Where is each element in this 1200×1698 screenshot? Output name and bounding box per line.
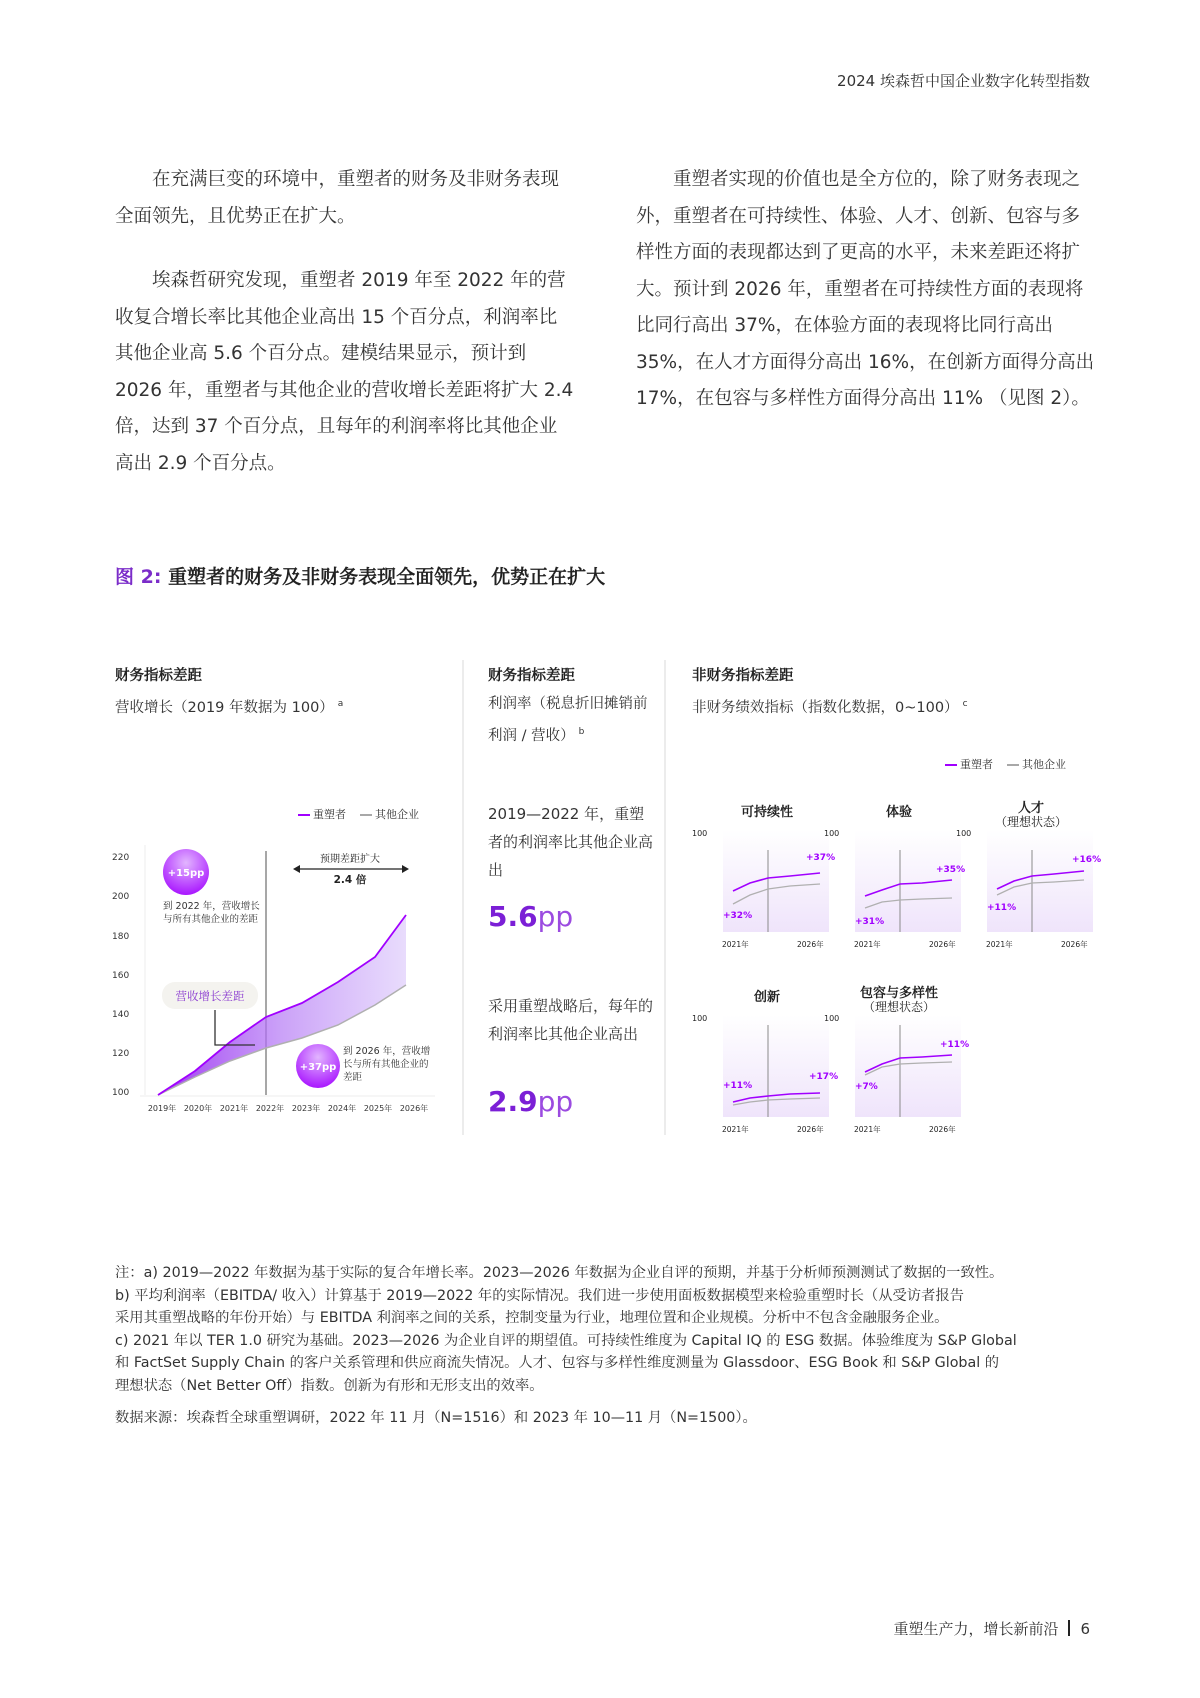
revenue-growth-chart (110, 845, 460, 1125)
svg-text:2023年: 2023年 (291, 1104, 321, 1113)
svg-text:2026年: 2026年 (399, 1104, 429, 1113)
footnote-mark: b (578, 727, 585, 737)
svg-text:+31%: +31% (855, 917, 885, 927)
svg-text:+16%: +16% (1072, 855, 1102, 865)
nonfinancial-panel-header (692, 662, 968, 722)
legend-swatch-icon (1007, 764, 1019, 766)
chart-sustainability (692, 804, 835, 949)
legend-item-others: 其他企业 (1007, 756, 1066, 772)
body-column-left (115, 162, 575, 510)
svg-text:120: 120 (112, 1049, 130, 1059)
margin-stat2-text: 采用重塑战略后，每年的利润率比其他企业高出 (488, 997, 654, 1043)
panel-heading: 财务指标差距 (488, 668, 575, 684)
svg-text:2026年: 2026年 (929, 1125, 956, 1134)
note-2026: 到 2026 年，营收增长与所有其他企业的差距 (343, 1046, 431, 1083)
svg-text:体验: 体验 (885, 805, 913, 820)
paragraph: 重塑者实现的价值也是全方位的，除了财务表现之外，重塑者在可持续性、体验、人才、创新、包容与多样性方面的表现都达到了更高的水平，未来差距还将扩大。预计到 2026 年，重塑者在可持续性方面的表现将比同行高出 37%，在体验方面的表现将比同行高出 35%，在人才方面得分高出 16%，在创新方面得分高出 17%，在包容与多样性方面得分高出 11% （见图 2）。 (636, 169, 1095, 409)
svg-text:100: 100 (956, 829, 972, 838)
revenue-panel-header (115, 662, 343, 722)
body-column-right (636, 162, 1096, 446)
svg-text:+11%: +11% (723, 1081, 753, 1091)
footnote-mark: a (337, 699, 344, 709)
legend-swatch-icon (298, 814, 310, 816)
svg-text:（理想状态）: （理想状态） (994, 815, 1068, 829)
note-line: c) 2021 年以 TER 1.0 研究为基础。2023—2026 为企业自评的期望值。可持续性维度为 Capital IQ 的 ESG 数据。体验维度为 S&P Global (115, 1332, 1017, 1349)
data-source: 数据来源：埃森哲全球重塑调研，2022 年 11 月（N=1516）和 2023 年 10—11 月（N=1500）。 (115, 1410, 757, 1426)
figure-caption: 重塑者的财务及非财务表现全面领先，优势正在扩大 (168, 566, 606, 588)
panel-heading: 财务指标差距 (115, 668, 202, 684)
svg-text:2021年: 2021年 (854, 1125, 881, 1134)
margin-stat2-value: 2.9pp (488, 1085, 574, 1118)
svg-text:100: 100 (692, 829, 708, 838)
panel-heading: 非财务指标差距 (692, 668, 794, 684)
svg-text:180: 180 (112, 932, 130, 942)
note-line: b) 平均利润率（EBITDA/ 收入）计算基于 2019—2022 年的实际情况。我们进一步使用面板数据模型来检验重塑时长（从受访者报告 (115, 1287, 964, 1304)
svg-text:（理想状态）: （理想状态） (862, 1000, 936, 1014)
svg-text:200: 200 (112, 892, 130, 902)
revenue-legend (298, 806, 419, 822)
chart-experience (824, 804, 965, 949)
svg-text:2022年: 2022年 (255, 1104, 285, 1113)
svg-text:+15pp: +15pp (167, 868, 205, 879)
chart-inclusion-diversity (824, 985, 969, 1134)
legend-item-others: 其他企业 (360, 806, 419, 822)
footer-divider (1068, 1620, 1070, 1636)
note-line: 注：a) 2019—2022 年数据为基于实际的复合年增长率。2023—2026 年数据为企业自评的预期，并基于分析师预测测试了数据的一致性。 (115, 1265, 1004, 1281)
legend-swatch-icon (360, 814, 372, 816)
svg-text:100: 100 (824, 829, 840, 838)
svg-text:可持续性: 可持续性 (740, 805, 794, 820)
svg-text:2021年: 2021年 (722, 940, 749, 949)
svg-text:100: 100 (824, 1014, 840, 1023)
svg-text:2019年: 2019年 (147, 1104, 177, 1113)
nonfinancial-legend (945, 756, 1066, 772)
panel-divider (664, 660, 666, 1135)
svg-text:2.4 倍: 2.4 倍 (333, 874, 367, 886)
svg-text:2026年: 2026年 (797, 1125, 824, 1134)
svg-text:2021年: 2021年 (722, 1125, 749, 1134)
svg-text:+32%: +32% (723, 911, 753, 921)
margin-panel-header (488, 662, 658, 750)
legend-item-reinventors: 重塑者 (298, 806, 346, 822)
svg-text:2024年: 2024年 (327, 1104, 357, 1113)
svg-text:2021年: 2021年 (854, 940, 881, 949)
footer-title: 重塑生产力，增长新前沿 (893, 1620, 1059, 1638)
svg-text:2026年: 2026年 (929, 940, 956, 949)
svg-text:创新: 创新 (753, 990, 781, 1005)
paragraph: 在充满巨变的环境中，重塑者的财务及非财务表现全面领先，且优势正在扩大。 (115, 169, 560, 227)
figure-notes (115, 1262, 1100, 1430)
svg-text:+37pp: +37pp (299, 1062, 337, 1073)
svg-text:2020年: 2020年 (183, 1104, 213, 1113)
note-line: 和 FactSet Supply Chain 的客户关系管理和供应商流失情况。人才、包容与多样性维度测量为 Glassdoor、ESG Book 和 S&P Global 的 (115, 1355, 1000, 1371)
svg-text:+17%: +17% (809, 1072, 839, 1082)
margin-stat1-value: 5.6pp (488, 900, 574, 933)
legend-item-reinventors: 重塑者 (945, 756, 993, 772)
svg-text:+7%: +7% (855, 1082, 878, 1092)
note-2022: 到 2022 年，营收增长与所有其他企业的差距 (163, 901, 260, 925)
svg-text:2026年: 2026年 (797, 940, 824, 949)
footnote-mark: c (962, 699, 968, 709)
svg-text:220: 220 (112, 853, 130, 863)
figure-number: 图 2: (115, 566, 162, 588)
figure-title (115, 562, 605, 589)
report-title: 2024 埃森哲中国企业数字化转型指数 (837, 72, 1090, 90)
svg-text:+35%: +35% (936, 865, 966, 875)
svg-text:140: 140 (112, 1010, 130, 1020)
chart-talent (956, 800, 1101, 949)
page-footer (893, 1618, 1090, 1639)
chart-innovation (692, 989, 838, 1134)
legend-swatch-icon (945, 764, 957, 766)
note-line: 采用其重塑战略的年份开始）与 EBITDA 利润率之间的关系，控制变量为行业，地理位置和企业规模。分析中不包含金融服务企业。 (115, 1310, 949, 1326)
nonfinancial-charts-row1 (690, 800, 1110, 950)
svg-text:人才: 人才 (1017, 801, 1045, 816)
svg-text:100: 100 (112, 1088, 130, 1098)
svg-text:2021年: 2021年 (986, 940, 1013, 949)
x-axis-labels (148, 1103, 428, 1113)
y-axis-labels (112, 853, 129, 1098)
svg-text:+11%: +11% (987, 903, 1017, 913)
svg-text:营收增长差距: 营收增长差距 (175, 989, 245, 1003)
panel-subheading: 非财务绩效指标（指数化数据，0~100） (692, 699, 959, 716)
svg-text:2026年: 2026年 (1061, 940, 1088, 949)
panel-subheading: 营收增长（2019 年数据为 100） (115, 699, 334, 716)
svg-text:2025年: 2025年 (363, 1104, 393, 1113)
margin-stat1-text: 2019—2022 年，重塑者的利润率比其他企业高出 (488, 805, 654, 879)
svg-text:包容与多样性: 包容与多样性 (859, 986, 939, 1001)
paragraph: 埃森哲研究发现，重塑者 2019 年至 2022 年的营收复合增长率比其他企业高出 15 个百分点，利润率比其他企业高 5.6 个百分点。建模结果显示，预计到 2026 年，重塑者与其他企业的营收增长差距将扩大 2.4 倍，达到 37 个百分点，且每年的利润率将比其他企业高出 2.9 个百分点。 (115, 270, 574, 474)
svg-text:预期差距扩大: 预期差距扩大 (320, 854, 380, 865)
svg-text:160: 160 (112, 971, 130, 981)
page-number: 6 (1080, 1620, 1090, 1638)
svg-text:100: 100 (692, 1014, 708, 1023)
panel-subheading: 利润率（税息折旧摊销前利润 / 营收） (488, 696, 648, 744)
svg-text:2021年: 2021年 (219, 1104, 249, 1113)
note-line: 理想状态（Net Better Off）指数。创新为有形和无形支出的效率。 (115, 1377, 544, 1394)
nonfinancial-charts-row2 (690, 985, 990, 1135)
svg-text:+11%: +11% (940, 1040, 970, 1050)
panel-divider (462, 660, 464, 1135)
svg-text:+37%: +37% (806, 853, 836, 863)
